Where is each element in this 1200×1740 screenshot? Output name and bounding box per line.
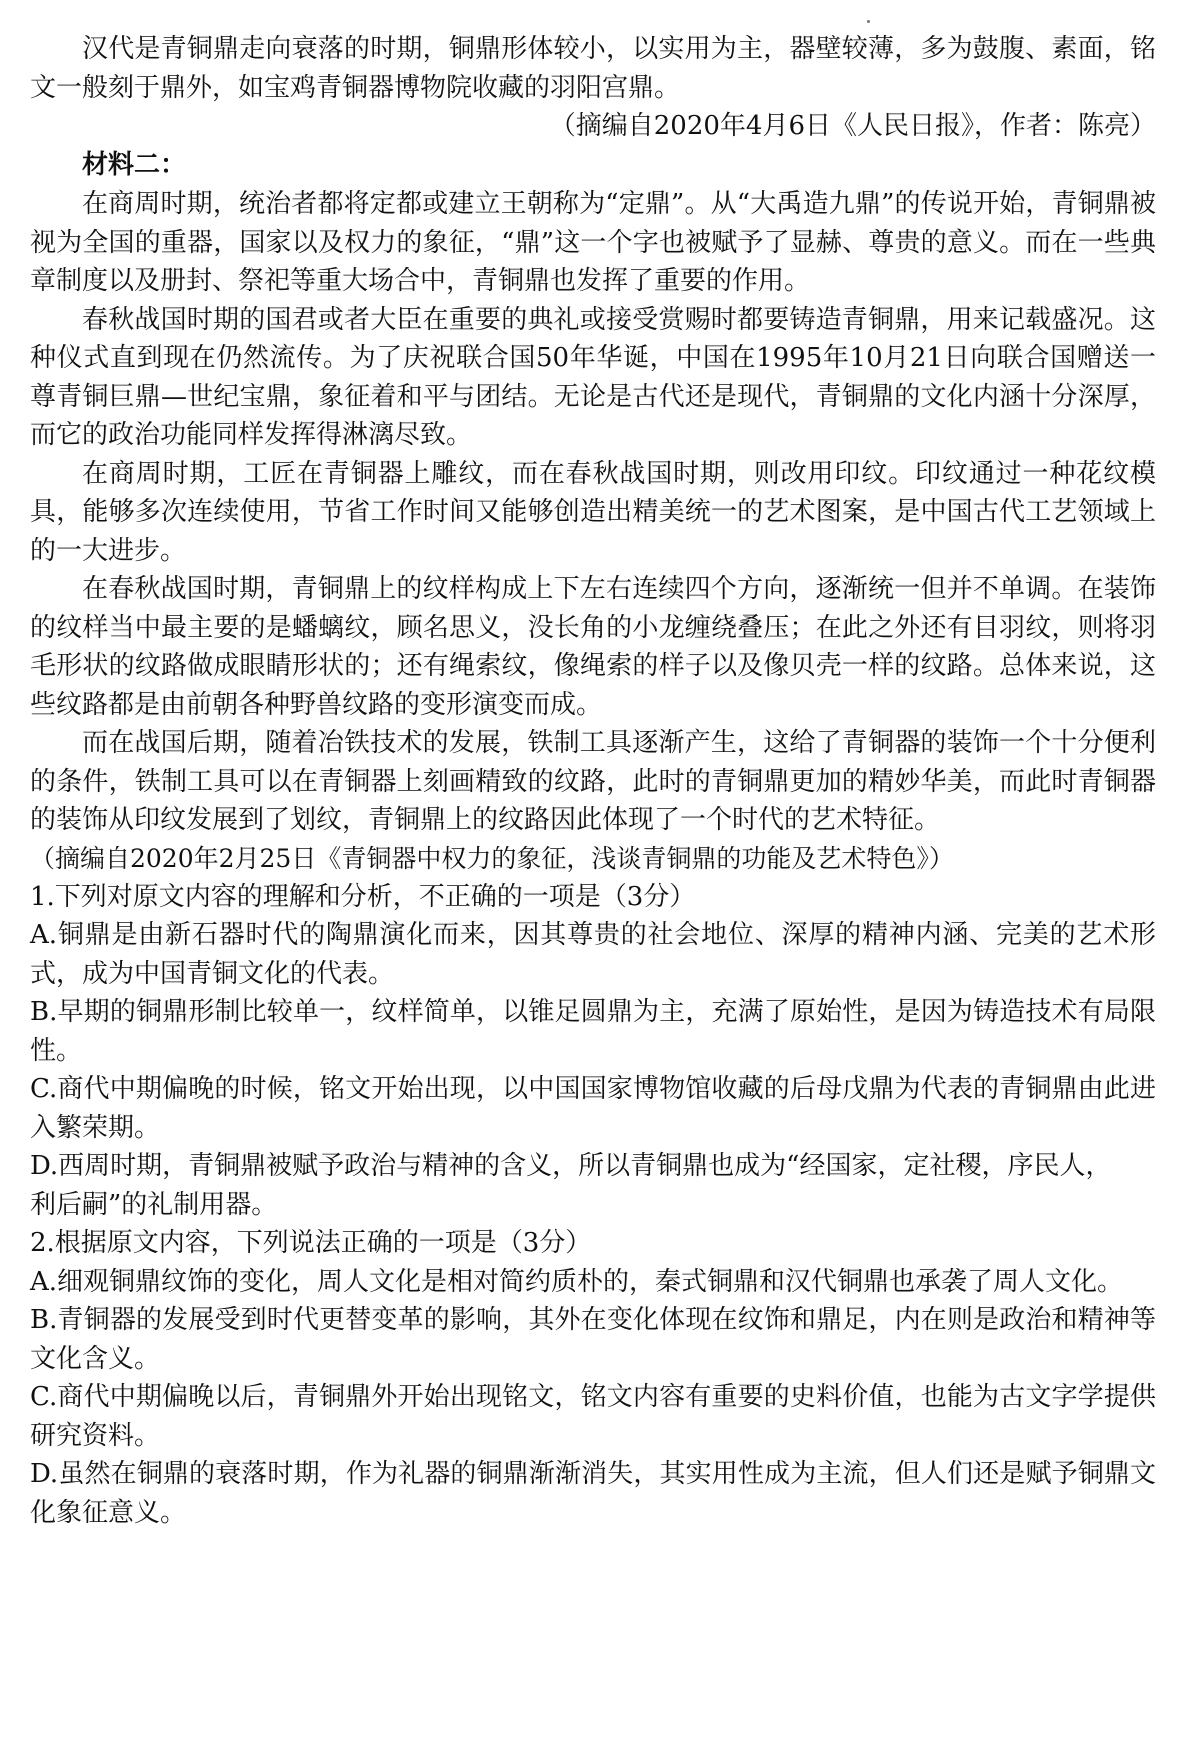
scan-speck bbox=[867, 20, 870, 23]
material-2-paragraph-2: 春秋战国时期的国君或者大臣在重要的典礼或接受赏赐时都要铸造青铜鼎，用来记载盛况。这种仪式直到现在仍然流传。为了庆祝联合国50年华诞，中国在1995年10月21日向联合国赠送一尊青铜巨鼎—世纪宝鼎，象征着和平与团结。无论是古代还是现代，青铜鼎的文化内涵十分深厚，而它的政治功能同样发挥得淋漓尽致。 bbox=[30, 304, 1156, 450]
question-1-option-c: C.商代中期偏晚的时候，铭文开始出现，以中国国家博物馆收藏的后母戊鼎为代表的青铜鼎由此进入繁荣期。 bbox=[30, 1074, 1156, 1143]
material-2-paragraph-1: 在商周时期，统治者都将定都或建立王朝称为“定鼎”。从“大禹造九鼎”的传说开始，青铜鼎被视为全国的重器，国家以及权力的象征，“鼎”这一个字也被赋予了显赫、尊贵的意义。而在一些典章制度以及册封、祭祀等重大场合中，青铜鼎也发挥了重要的作用。 bbox=[30, 189, 1156, 296]
question-2-option-a: A.细观铜鼎纹饰的变化，周人文化是相对简约质朴的，秦式铜鼎和汉代铜鼎也承袭了周人文化。 bbox=[30, 1266, 1124, 1297]
question-2-stem: 2.根据原文内容，下列说法正确的一项是（3分） bbox=[30, 1228, 592, 1258]
question-1-option-a: A.铜鼎是由新石器时代的陶鼎演化而来，因其尊贵的社会地位、深厚的精神内涵、完美的艺术形式，成为中国青铜文化的代表。 bbox=[30, 920, 1156, 989]
question-1-option-d-line-2: 利后嗣”的礼制用器。 bbox=[30, 1189, 278, 1220]
source-citation-1: （摘编自2020年4月6日《人民日报》，作者：陈亮） bbox=[549, 111, 1156, 141]
material-2-heading: 材料二： bbox=[82, 150, 187, 180]
material-2-paragraph-5: 而在战国后期，随着冶铁技术的发展，铁制工具逐渐产生，这给了青铜器的装饰一个十分便利的条件，铁制工具可以在青铜器上刻画精致的纹路，此时的青铜鼎更加的精妙华美，而此时青铜器的装饰从印纹发展到了划纹，青铜鼎上的纹路因此体现了一个时代的艺术特征。 bbox=[30, 728, 1156, 835]
question-1-option-d-line-1: D.西周时期，青铜鼎被赋予政治与精神的含义，所以青铜鼎也成为“经国家，定社稷，序民人， bbox=[30, 1151, 1112, 1181]
top-paragraph: 汉代是青铜鼎走向衰落的时期，铜鼎形体较小，以实用为主，器壁较薄，多为鼓腹、素面，铭文一般刻于鼎外，如宝鸡青铜器博物院收藏的羽阳宫鼎。 bbox=[30, 34, 1156, 103]
question-1-stem: 1.下列对原文内容的理解和分析，不正确的一项是（3分） bbox=[30, 881, 696, 912]
source-citation-2: （摘编自2020年2月25日《青铜器中权力的象征，浅谈青铜鼎的功能及艺术特色》） bbox=[30, 843, 954, 873]
material-2-paragraph-3: 在商周时期，工匠在青铜器上雕纹，而在春秋战国时期，则改用印纹。印纹通过一种花纹模具，能够多次连续使用，节省工作时间又能够创造出精美统一的艺术图案，是中国古代工艺领域上的一大进步。 bbox=[30, 458, 1156, 566]
question-2-option-d: D.虽然在铜鼎的衰落时期，作为礼器的铜鼎渐渐消失，其实用性成为主流，但人们还是赋予铜鼎文化象征意义。 bbox=[30, 1459, 1156, 1528]
material-2-paragraph-4: 在春秋战国时期，青铜鼎上的纹样构成上下左右连续四个方向，逐渐统一但并不单调。在装饰的纹样当中最主要的是蟠螭纹，顾名思义，没长角的小龙缠绕叠压；在此之外还有目羽纹，则将羽毛形状的纹路做成眼睛形状的；还有绳索纹，像绳索的样子以及像贝壳一样的纹路。总体来说，这些纹路都是由前朝各种野兽纹路的变形演变而成。 bbox=[30, 574, 1156, 720]
question-2-option-c: C.商代中期偏晚以后，青铜鼎外开始出现铭文，铭文内容有重要的史料价值，也能为古文字学提供研究资料。 bbox=[30, 1382, 1156, 1451]
question-1-option-b: B.早期的铜鼎形制比较单一，纹样简单，以锥足圆鼎为主，充满了原始性，是因为铸造技术有局限性。 bbox=[30, 997, 1156, 1066]
question-2-option-b: B.青铜器的发展受到时代更替变革的影响，其外在变化体现在纹饰和鼎足，内在则是政治和精神等文化含义。 bbox=[30, 1305, 1156, 1374]
